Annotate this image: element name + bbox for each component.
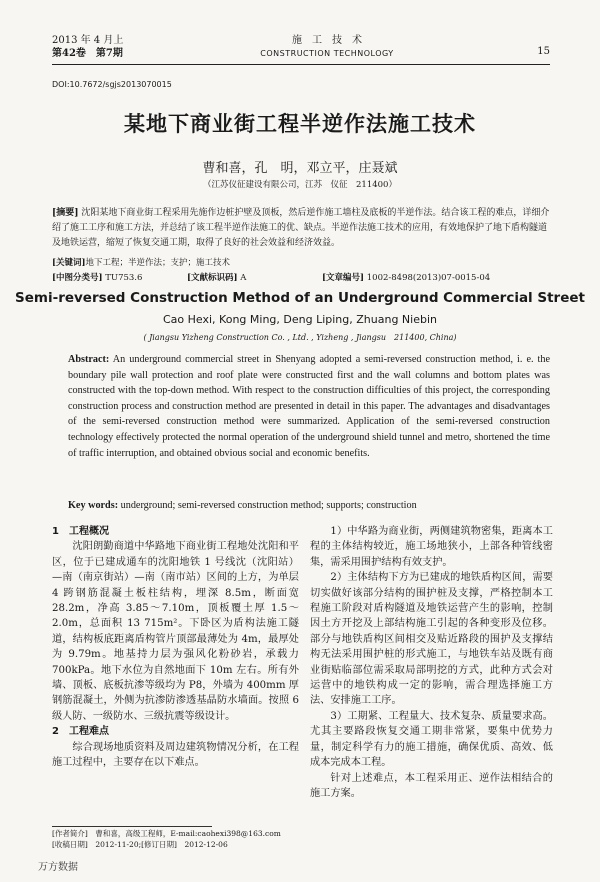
keywords-en: [68, 500, 550, 511]
section-1-text: 沈阳朗勤商道中华路地下商业街工程地处沈阳和平区，位于已建成通车的沈阳地铁 1 号线沈（沈阳站）—南（南京街站）—南（南市站）区间的上方，为单层 4 跨钢筋混凝土板柱结构，埋深 8.5m，断面宽 28.2m，净高 3.85～7.10m，顶板覆土厚 1.5～2.0m，总面积 13 715m²。下卧区为盾构法施工隧道，结构板底距离盾构管片顶部最薄处为 4m，最厚处为 9.79m。地基持力层为强风化粉砂岩，承载力 700kPa。地下水位为自然地面下 10m 左右。所有外墙、顶板、底板抗渗等级均为 P8，外墙为 400mm 厚钢筋混凝土，外侧为抗渗防渗透基晶防水墙面。按照 6 级人防、一级防水、三级抗震等级设计。: [52, 541, 299, 722]
running-header: [52, 34, 550, 64]
abstract-en: [68, 352, 550, 461]
clc-label: [中图分类号]: [52, 273, 103, 283]
conclusion-paragraph: 针对上述难点，本工程采用正、逆作法相结合的施工方案。: [310, 772, 553, 799]
keywords-cn: [52, 256, 550, 271]
keywords-en-text: underground; semi-reversed construction method; supports; construction: [120, 500, 417, 511]
article-no-label: [文章编号]: [322, 273, 365, 283]
journal-name: [232, 34, 422, 60]
body-left-column: [52, 524, 299, 771]
journal-name-en: CONSTRUCTION TECHNOLOGY: [260, 49, 394, 58]
affiliation-en: ( Jiangsu Yizheng Construction Co. , Ltd. , Yizheng , Jiangsu 211400, China): [143, 333, 457, 342]
abstract-en-label: Abstract:: [68, 354, 110, 365]
authors-en: Cao Hexi, Kong Ming, Deng Liping, Zhuang Niebin: [163, 313, 437, 326]
doc-code-label: [文献标识码]: [187, 273, 238, 283]
header-rule: [52, 64, 550, 65]
abstract-cn-label: [摘要]: [52, 208, 79, 218]
affiliation-cn: （江苏仪征建设有限公司，江苏 仪征 211400）: [203, 180, 397, 190]
abstract-en-text: An underground commercial street in Shenyang adopted a semi-reversed construction method, i. e. the boundary pile wall protection and roof plate were constructed first and the wall columns and bottom plates was constructed with the top-down method. With respect to the construction difficulties of this project, the corresponding construction process and construction method are presented in detail in this paper. The advantages and disadvantages of the semi-reversed construction method were summarized. Application of the semi-reversed construction technology effectively protected the normal operation of the underground shield tunnel and metro, shortened the time of traffic interruption, and obtained obvious social and economic benefits.: [68, 354, 550, 459]
section-1-heading: 1 工程概况: [52, 526, 109, 537]
issue-volume: 第42卷 第7期: [52, 48, 123, 59]
section-2-text: 综合现场地质资料及周边建筑物情况分析，在工程施工过程中，主要存在以下难点。: [52, 741, 299, 769]
footnote-dates: [收稿日期] 2012-11-20;[修订日期] 2012-12-06: [52, 840, 228, 849]
watermark-text: 万方数据: [38, 862, 78, 873]
doi: DOI:10.7672/sgjs2013070015: [52, 80, 172, 89]
body-right-column: [310, 524, 553, 801]
footnote-rule: [52, 826, 212, 827]
footnote-author: [作者简介] 曹和喜，高级工程师，E-mail:caohexi398@163.com: [52, 829, 281, 838]
authors-cn: 曹和喜，孔 明，邓立平，庄聂斌: [202, 161, 398, 176]
clc-value: TU753.6: [105, 273, 143, 283]
article-title-en: Semi-reversed Construction Method of an Underground Commercial Street: [15, 290, 585, 306]
article-meta-cn: [52, 256, 550, 286]
issue-info: [52, 34, 123, 60]
keywords-en-label: Key words:: [68, 500, 119, 511]
section-2-heading: 2 工程难点: [52, 726, 109, 738]
classification-row: [52, 271, 550, 286]
abstract-cn: [52, 206, 550, 251]
page-number: 15: [537, 46, 550, 57]
footnote: [52, 828, 302, 850]
difficulty-1: 1）中华路为商业街，两侧建筑物密集，距离本工程的主体结构较近，施工场地狭小，上部各种管线密集，需采用围护结构有效支护。: [310, 526, 553, 568]
issue-date: 2013 年 4 月上: [52, 35, 124, 46]
keywords-cn-label: [关键词]: [52, 258, 86, 268]
doc-code-value: A: [240, 273, 247, 283]
difficulty-2: 2）主体结构下方为已建成的地铁盾构区间，需要切实做好该部分结构的围护桩及支撑，严格控制本工程施工阶段对盾构隧道及地铁运营产生的影响，控制因土方开挖及上部结构施工引起的各种变形及位移。部分与地铁盾构区间相交及贴近路段的围护及支撑结构无法采用围护桩的形式施工，与地铁车站及既有商业街贴临部位需采取局部明挖的方式，此种方式会对运营中的地铁构成一定的影响，需合理选择施工方法、安排施工工序。: [310, 572, 553, 707]
journal-name-cn: 施 工 技 术: [292, 35, 362, 46]
difficulty-3: 3）工期紧、工程量大、技术复杂、质量要求高。尤其主要路段恢复交通工期非常紧，要集中优势力量，制定科学有力的施工措施，确保优质、高效、低成本完成本工程。: [310, 710, 553, 769]
abstract-cn-text: 沈阳某地下商业街工程采用先施作边桩护壁及顶板，然后逆作施工墙柱及底板的半逆作法。结合该工程的难点，详细介绍了施工工序和施工方法，并总结了该工程半逆作法施工的优、缺点。半逆作法施工技术的应用，有效地保护了地下盾构隧道及地铁运营，缩短了恢复交通工期，取得了良好的社会效益和经济效益。: [52, 208, 550, 248]
article-title-cn: 某地下商业街工程半逆作法施工技术: [124, 111, 476, 136]
article-no-value: 1002-8498(2013)07-0015-04: [366, 273, 491, 283]
keywords-cn-text: 地下工程；半逆作法；支护；施工技术: [85, 258, 231, 268]
